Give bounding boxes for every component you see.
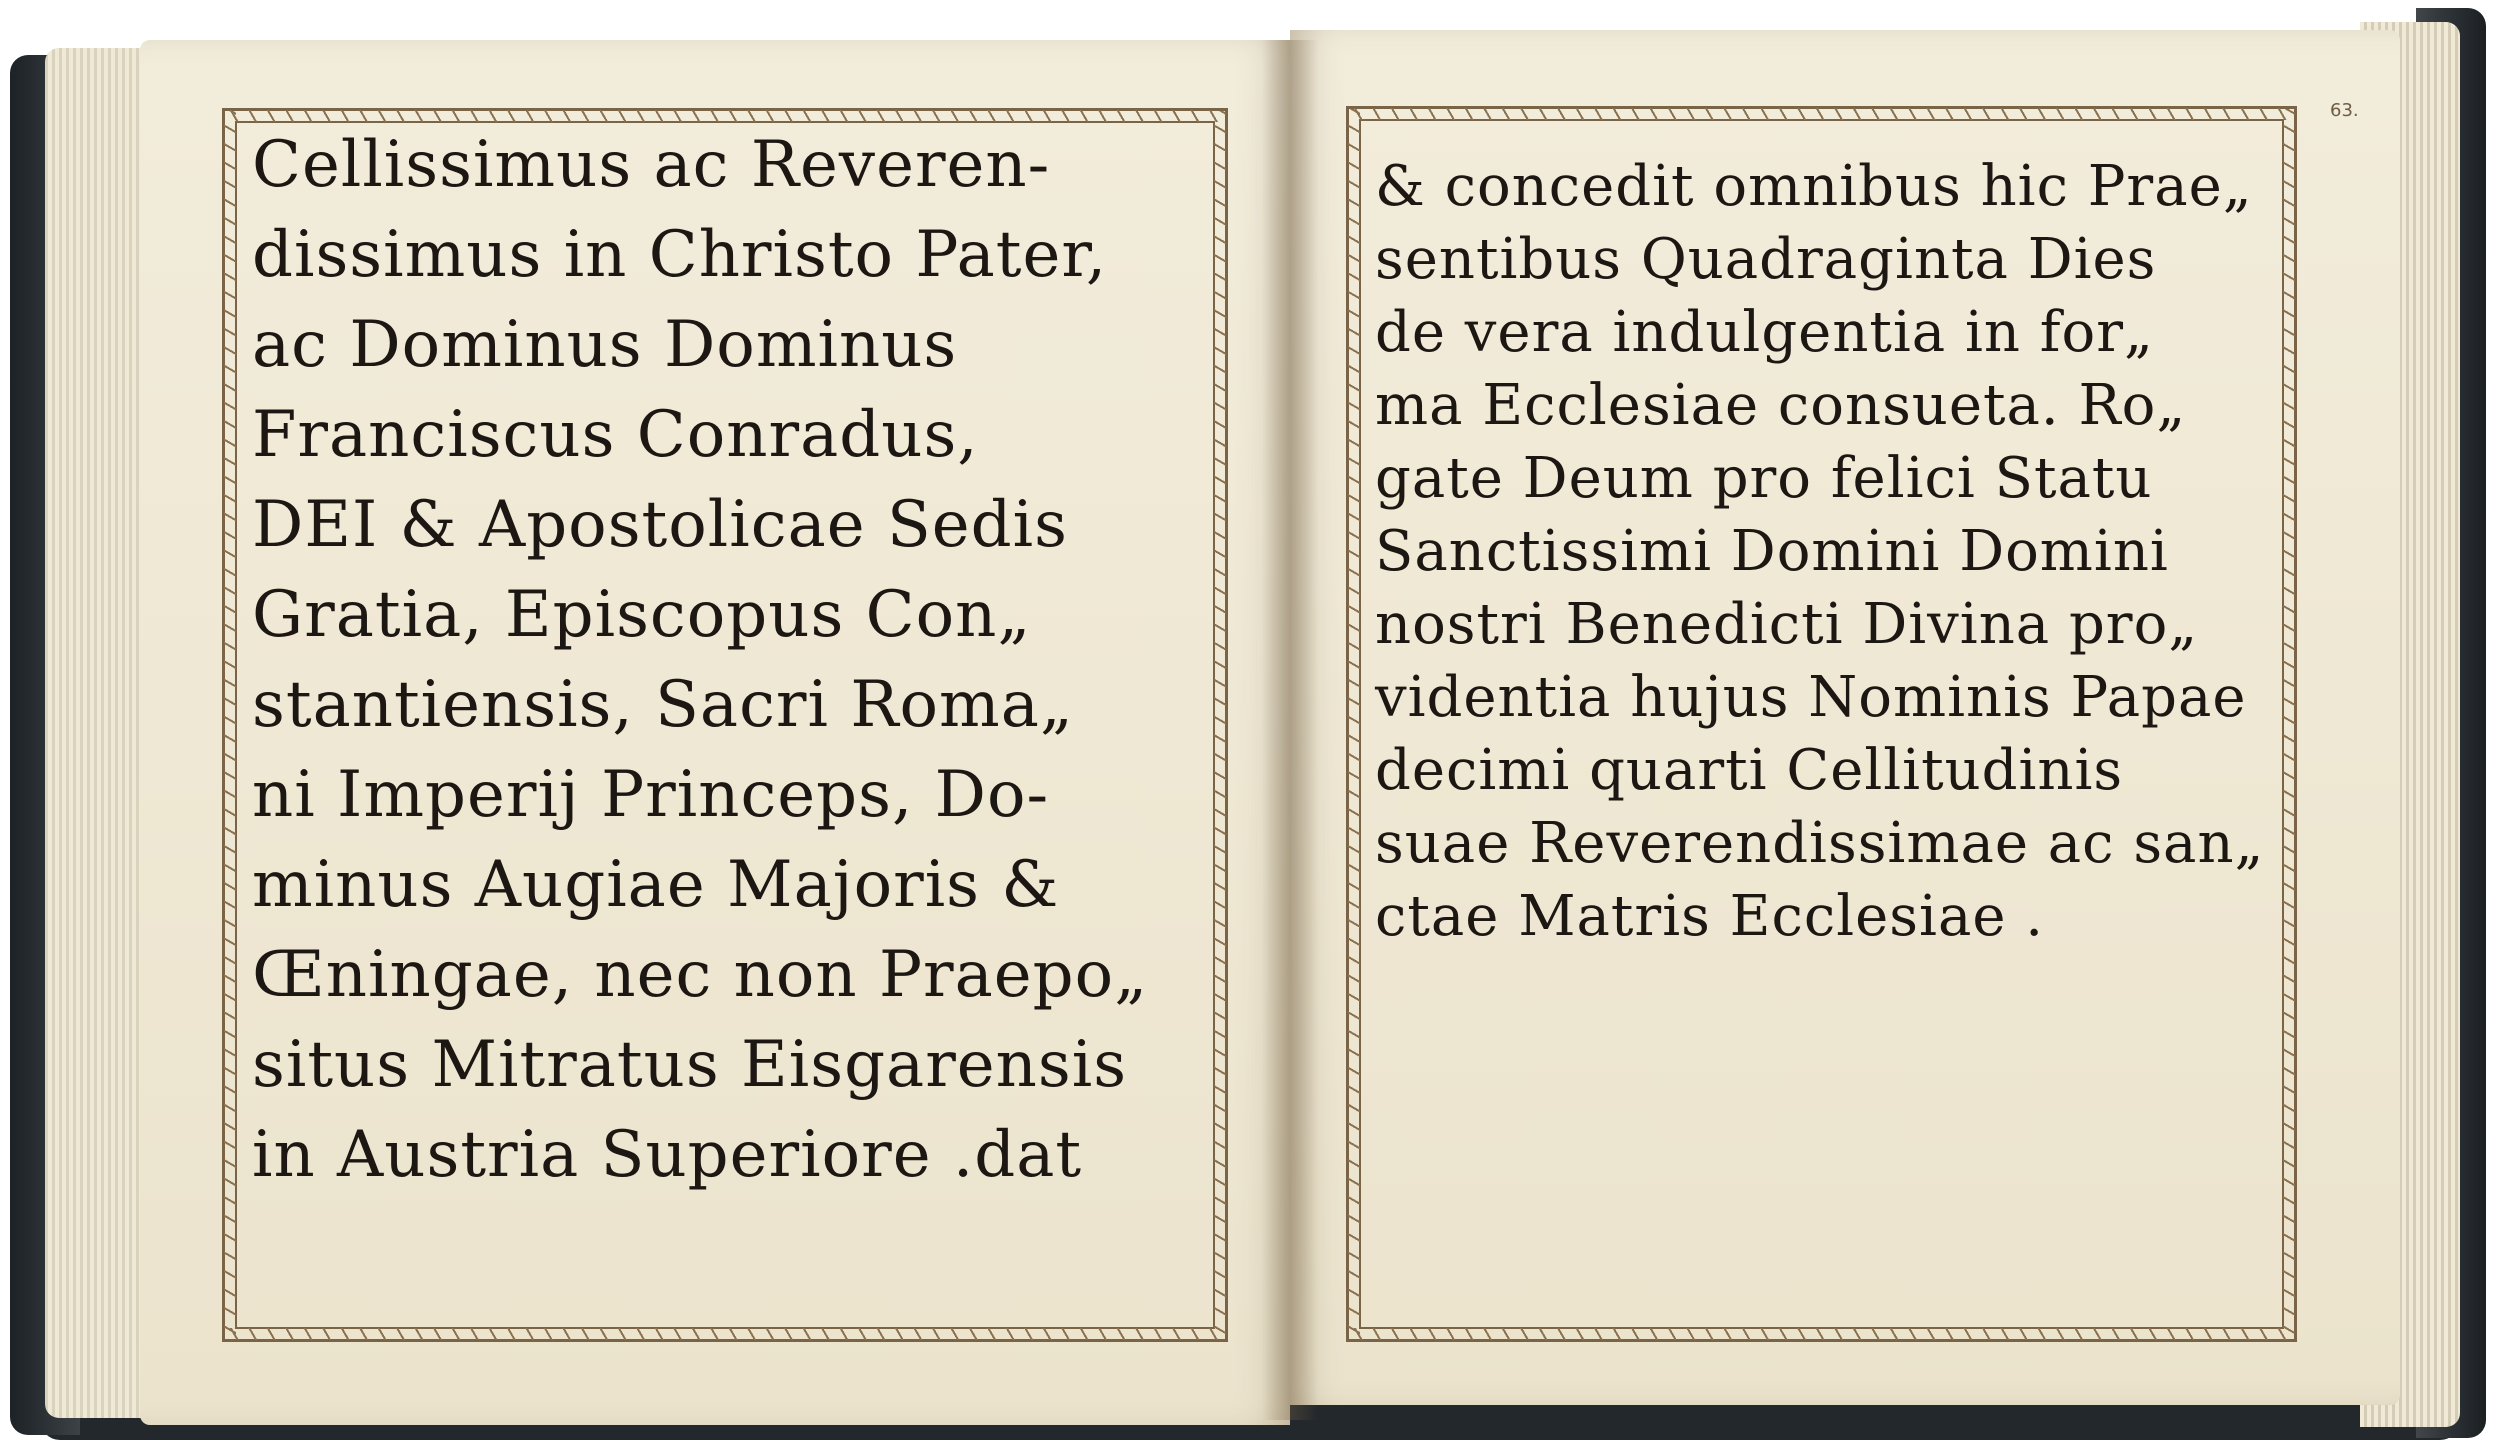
right-line: ma Ecclesiae consueta. Ro„ — [1375, 373, 2187, 438]
right-line: de vera indulgentia in for„ — [1375, 300, 2154, 365]
left-line: Œningae, nec non Praepo„ — [252, 938, 1149, 1012]
left-line: stantiensis, Sacri Roma„ — [252, 668, 1075, 742]
left-line: ni Imperij Princeps, Do- — [252, 758, 1050, 832]
book-gutter — [1262, 40, 1318, 1420]
left-line: minus Augiae Majoris & — [252, 848, 1060, 922]
left-line: in Austria Superiore .dat — [252, 1118, 1083, 1192]
right-line: Sanctissimi Domini Domini — [1375, 519, 2169, 584]
left-page-text — [252, 120, 1202, 1200]
right-line: videntia hujus Nominis Papae — [1375, 665, 2247, 730]
right-page-text — [1375, 150, 2275, 953]
left-line: Cellissimus ac Reveren- — [252, 128, 1051, 202]
left-line: dissimus in Christo Pater, — [252, 218, 1108, 292]
right-line: & concedit omnibus hic Prae„ — [1375, 154, 2253, 219]
left-line: ac Dominus Dominus — [252, 308, 958, 382]
page-number: 63. — [2330, 100, 2359, 121]
right-line: decimi quarti Cellitudinis — [1375, 738, 2124, 803]
left-line: Gratia, Episcopus Con„ — [252, 578, 1032, 652]
right-line: suae Reverendissimae ac san„ — [1375, 811, 2265, 876]
right-line: nostri Benedicti Divina pro„ — [1375, 592, 2199, 657]
right-line: ctae Matris Ecclesiae . — [1375, 884, 2045, 949]
right-line: gate Deum pro felici Statu — [1375, 446, 2153, 511]
right-line: sentibus Quadraginta Dies — [1375, 227, 2157, 292]
left-line: DEI & Apostolicae Sedis — [252, 488, 1068, 562]
left-line: situs Mitratus Eisgarensis — [252, 1028, 1128, 1102]
left-line: Franciscus Conradus, — [252, 398, 979, 472]
